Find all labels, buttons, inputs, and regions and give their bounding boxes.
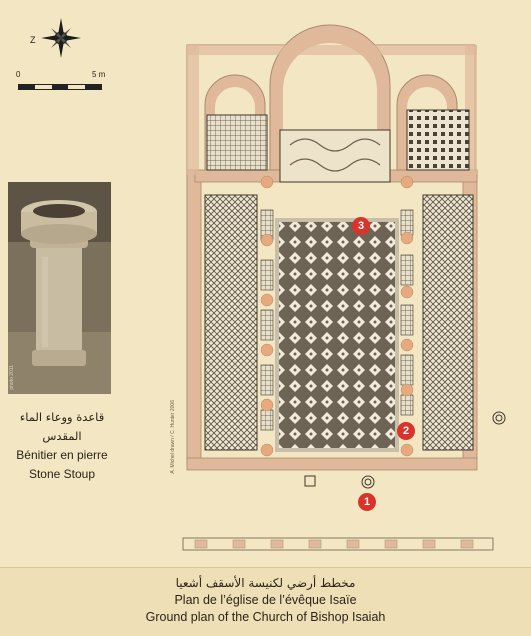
marker-3[interactable]: 3 xyxy=(352,217,370,235)
church-ground-plan xyxy=(175,10,515,560)
photo-caption xyxy=(0,408,124,484)
compass-label: Z xyxy=(30,35,36,45)
title-arabic: مخطط أرضي لكنيسة الأسقف أشعيا xyxy=(175,576,356,590)
plan-title-footer xyxy=(0,567,531,636)
stone-stoup-photo xyxy=(8,182,111,394)
marker-2[interactable]: 2 xyxy=(397,422,415,440)
caption-arabic: قاعدة ووعاء الماء المقدس xyxy=(19,410,105,443)
plan-credit: A. Michel drawn / C. Hunter 2006 xyxy=(170,400,176,474)
photo-credit: photo 2011 xyxy=(9,365,15,390)
scale-start-label: 0 xyxy=(16,70,21,79)
stoup-illustration xyxy=(8,182,111,394)
title-english: Ground plan of the Church of Bishop Isaiah xyxy=(145,610,386,624)
title-french: Plan de l’église de l’évêque Isaïe xyxy=(174,593,357,607)
marker-1[interactable]: 1 xyxy=(358,493,376,511)
scale-end-label: 5 m xyxy=(92,70,106,79)
scale-bar-graphic xyxy=(18,84,102,90)
caption-english: Stone Stoup xyxy=(28,467,96,481)
scale-bar xyxy=(14,70,114,96)
compass-rose-icon xyxy=(28,16,88,66)
caption-french: Bénitier en pierre xyxy=(16,448,108,462)
